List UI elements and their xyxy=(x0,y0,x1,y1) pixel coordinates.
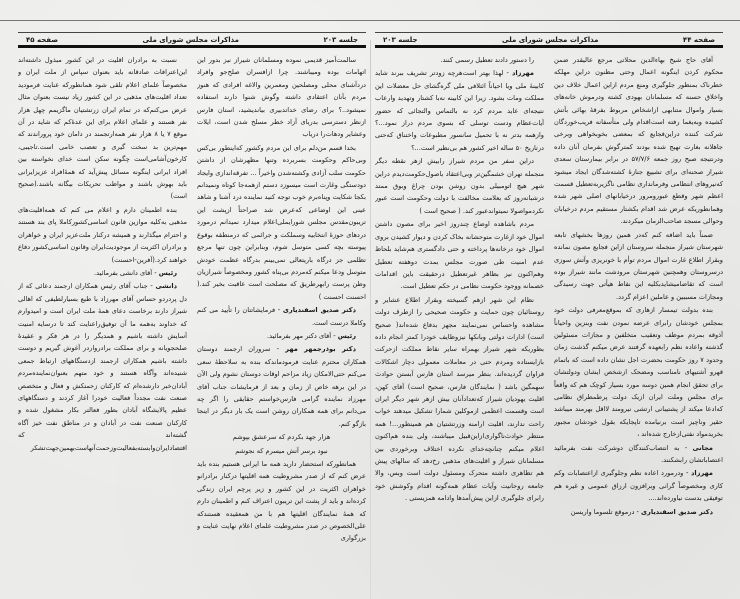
speech-text: - فرمایشاتتان را تأیید می کنم وکاملا درست است. xyxy=(197,306,366,327)
speech-text: - ودرمورد اعاده نظم وجلوگیری ازاعتصابات وکم کاری ومخصوصاً گرانی وبرافزون ارزاق عمومی و غیره هم توفیقی بدست نیاورده‌اند.... xyxy=(554,469,723,503)
column-left xyxy=(18,54,187,574)
speech-text: - به انتصاب‌کنندگان دوشرکت نفت بفرمائید اعتصاباتشان رابشکنند. xyxy=(554,443,723,464)
speaker-name: رئیس xyxy=(337,331,356,340)
left-page xyxy=(18,30,366,590)
body-paragraph: بنده اطمینان دارم و اعلام می کنم که همه‌اقلیت‌های مذهبی به‌کلیه موازین قانون اساسی‌کشورکاملا پای بند هستند و احترام میگذارند و همیشه درکنار ملت‌عزیز ایران و خواهران و برادران اکثریت از موجودیت‌ایران وقانون اساسی‌کشور دفاع خواهند کرد.(آفرین-احسنت) xyxy=(18,205,187,264)
body-paragraph: بخدا قسم من‌دلم برای این مردم وکشور که‌اینطور بی‌کس وبی‌حاکم وحکومت بسربرده وتنها مظهرشان از داشتن حکومت سلب آزادی وکشته‌شدن واخیراً ... تفرقه‌اندازی وایجاد دودستگی وغارت است میسوزد دستم ازهمه‌جا کوتاه ونمیدانم بکجا شکایت وپناه‌برم خوب توجه کنید نماینده درد آشنا و شاهد عینی این اوضاعی که‌عرض شد صراحتاً ازپشت این تریبون‌مقدس مجلس شورایملی‌اعلام میدارد نمیدانم درمورد دردهای حوزهٔ انتخابیه وسملکت و جرائمی که درمنطقه بوقوع پیوسته بچه کسی متوسل شوم، وبنابراین چون تنها مرجع تظلمی جز درگاه باریتعالی نمی‌بینم بدرگاه عظمت خودش متوسل ودعا میکنم که‌مردم بی‌پناه کشور ومخصوصاً شیرازیان وطن پرست رابهرطریق که مصلحت است عاقبت بخیر کند.( احسنت احسنت ) xyxy=(197,143,366,301)
session-label: جلسه ۲۰۳ xyxy=(383,36,418,44)
speaker-paragraph xyxy=(197,330,366,342)
body-paragraph: مردم باشاهده اوضاع چندروز اخیر برای مصون داشتن اموال خود ازغارت متوحشانه بخاک کردن و دیوار کشیدن بروی اموال خود درخانه‌ها پرداخته و حتی دادگستری هم‌شاید بلحاظ عدم امنیت طی صورت مجلس بمدت دوهفته تعطیل وهم‌اکنون نیز بظاهر غیرتعطیل درحقیقت باین اقدامات خصمانه ووجود حکومت نظامی در حکم تعطیل است. xyxy=(375,220,544,291)
body-paragraph: سالمت‌آمیز قدیمی نموده ومسلمانان شیراز نیز بدور این اتهامات بوده ومیباشند. چرا ازافسران صلح‌جو وافراد دردآشنای محلی ومصلحین ومعمرین والاغه افرادی که هنوز مردم بآنان اعتقادی داشته وگوش شنوا دارند استفاده نمیشود..؟ برای رضای خداتدبیری بیاندیشید، استان فارس ازنظر دسترسی بدریای آزاد خطر مسلح شدن است، ایلات وعشایر ودهات‌را دریاب xyxy=(197,56,366,139)
speaker-paragraph xyxy=(554,467,723,504)
publication-title: مذاکرات مجلس شورای ملی xyxy=(142,36,239,44)
speaker-paragraph xyxy=(554,506,723,518)
verse-line: نبود برسر آتش میسرم که نجوشم xyxy=(235,446,328,455)
speaker-name: دکتر صدیق اسفندیاری xyxy=(641,507,713,516)
speaker-name: دکتر صدیق اسفندیاری xyxy=(282,306,356,315)
body-paragraph: آقای حاج شیخ بهاءالدین محلاتی مرجع عالیقدر ضمن محکوم کردن اینگونه اعمال وحتی مظنون دراین مهلکه خطرناک بمنظور جلوگیری ومنع مردم ازاین اعمال خلاف دین واخلاق حسنه که مسلمانان بهودی کشته ودرموش خانه‌های بسیار واموال متنابهی ازاشخاص مربوط بفرقهٔ بهائی بآتش کشیده وبه‌یغما رفته است‌اقدام ولی متأسفانه فریب‌خوردگان شرکت کننده دراین‌فجایع که بمعضی بخوبخواهی وبرخی جاهلانه بغارت تهیج شده بودند کمترگوش بفرمان آنان داده ودرنتیجه صبح روز جمعه ۵۷/۷/۶ در برابر بیمارستان سعدی شیراز صحنه‌ای برای تشییع جنازهٔ کشته‌شدگان ایجاد میشود که‌نیروهای انتظامی وفرمانداری نظامی ناگزیربه‌تعطیل قسمت اعظم شهر وقطع عبورومرور درخیابانهای اصلی شهر شده وهمانطوریکه عرض شد اقدام بکشتار مستقیم مردم درخیابان وحوالی مسجد صاحب‌الزمان میکردند. xyxy=(554,56,723,226)
speaker-name: دکتر بوذرجمهر مهر xyxy=(285,345,356,354)
speaker-paragraph xyxy=(18,267,187,279)
speech-text: - جناب آقای رئیس همکاران ارجمند دعائی که از دل پردردو حساس آقای مهرزاد با طبع بسیارلطیفی که اهالی شیراز دارند برخاست دعای همهٔ ملت ایران است و امیدوارم که خداوند به‌همه ما آن توفیق‌راعنایت کند تا درسایه امنیت آسایش داشته باشیم و همدیگر را در هر فکر و عقیدهٔ صلحجویانه و برای مملکت برادرواردر آغوش گیریم و دوست داشته باشیم همکاران ارجمند ازدستگاههای ارتباط جمعی شنیده‌اند وآگاه هستند و خود متهم بعنوان‌نماینده‌مردم آبادان‌خبر دارشده‌ام که کارکنان زحمتکش و فعال و متخصص صنعت نفت مجدداً فعالیت خودرا آغاز کردند و دستگاههای عظیم پالایشگاه آبادان بطور فعالتر بکار مشغول شده و کارکنان صنعت نفت در آبادان و در مناطق نفت خیز آگاه گشته‌اند که اقتصاد‌ایران‌وابسته‌بفعالیت‌وزحمت‌آنهاست‌بهمین‌جهت‌تشکر xyxy=(18,282,187,452)
speech-text: - لهذا بهتر است‌هرچه زودتر تشریف ببرند شاید کابینهٔ ملی ویا احیاناً ائتلافی ملی گره‌گشای حل معضلات این مملکت ومات بشود. زیرا این کابینه نه‌با کشتار وتهدید وارعاب نتیجه‌ای عاید مردم کرد نه بالتماس والتجائی که حضور آیات‌عظام ودست توسلی که بسوی مردم دراز نمود...؟ وازهمه بدتر نه با تحمیل سانسور مطبوعات واختناق که‌حتی درتاریخ ۵۰ ساله اخیر کشور هم بی‌نظیر است...؟ xyxy=(375,69,544,152)
column-right xyxy=(554,54,723,574)
speaker-paragraph xyxy=(197,343,366,430)
column-right xyxy=(197,54,366,574)
speaker-name: مجانی xyxy=(692,443,713,452)
speaker-paragraph xyxy=(18,280,187,454)
speaker-paragraph xyxy=(197,304,366,329)
speaker-paragraph xyxy=(375,67,544,154)
page-fold xyxy=(370,40,371,599)
speaker-paragraph xyxy=(554,442,723,467)
speaker-name: دانشی xyxy=(155,282,177,291)
right-page-header xyxy=(375,30,723,48)
session-label: جلسه ۲۰۳ xyxy=(323,36,358,44)
speaker-name: مهرزاد xyxy=(691,469,713,478)
speech-text: - درموقع تلسوما واریسن xyxy=(570,507,639,516)
body-paragraph: همانطورکه استحضار دارید همه ما ایرانی هستیم بنده باید عرض کنم که از صدر مشروطیت همه اقلیتها درکنار برادرانو خواهران اکثریت در این کشور و زیر پرچم ایران زندگی کرده‌اند و باید از پشت این تریبون اعتراف کنم و اطمینان دارم که همهٔ نمایندگان اقلیتها هم با من همعقیده هستندکه علی‌الخصوص در صدر مشروطیت علمای اعلام نهایت عنایت و بزرگواری xyxy=(197,460,366,543)
verse-line: هزار جهد بکردم که سرعشق بپوشم xyxy=(232,433,331,442)
top-rule xyxy=(0,20,740,21)
publication-title: مذاکرات مجلس شورای ملی xyxy=(502,36,599,44)
column-left xyxy=(375,54,544,574)
body-paragraph: دراین سفر من مردم شیراز رابیش ازهر نقطه دیگر منجمله تهران خشمگین‌تر وبی‌اعتقاد باصول‌حکومت‌دیدم دراین شهر هیچ اتومبیلی بدون روشن بودن چراغ وبوق ممتد درشبانه‌روز که بعلامت مخالفت با دولت وحکومت است عبور نکردمواصولا نمیتواند‌عبور کند. ( صحیح است ) xyxy=(375,157,544,215)
left-page-header xyxy=(18,30,366,48)
speech-text: - آقای دکتر مهر بفرمائید. xyxy=(267,331,336,340)
page-label: صفحه ۴۵ xyxy=(26,36,59,44)
right-page-columns xyxy=(375,54,723,574)
body-paragraph: نسبت به برادران اقلیت در این کشور مبذول داشته‌اند این‌اعترافات صادقانه باید بعنوان سپاس از ملت ایران و مخصوصاً علمای اعلام تلقی شود همانطورکه عنایت فرمودید تعداد اقلیت‌های مذهبی در این کشور زیاد نیست بعنوان مثال عرض می‌کنم‌که در تمام ایران زرتشتیان ماگزیمم چهل هزار نفر هستند و علمای اعلام برای این عدهٔ‌کم که شاید در آن موقع ۷ یا ۸ هزار نفر همه‌ارتجمند در دامان خود پروراندند که مهم‌ترین بد سخت گیری و تعصب خامی است.تاجیبی، کارخون‌آشامی‌است چگونه سکن است خدای نخواسته بین افراد ایرانی اینگونه مسائل پیش‌آید که همهٔ‌افراد عزیزایرانی باید بهوش باشند و مواظب تحریکات بیگانه باشند.(صحیح است) xyxy=(18,56,187,201)
page-label: صفحه ۴۴ xyxy=(682,36,715,44)
speaker-name: رئیس xyxy=(158,268,177,277)
body-paragraph: نظام این شهر ازهم گسیخته وبقرار اطلاع عشایر و روستائیان چون حمایت و حکومت صحیحی را ازطرف دولت مشاهده واحساس نمی‌نمایند مجهز بدفاع شده‌اند( صحیح است) ادارات دولتی وبانکها نیزوظایف خودرا کمتر انجام داده بطوریکه شهر شیراز بهمراه سایر نقاط مملکت ازحرکت بازایستاده ومردم حتی در معاملات معمولی دچار اشکالات فراوان گردیده‌اند. بنظر میرسد استان فارس آبستن حوادث سهمگین باشد ( نمایندگان فارس، صحیح است) آقای کهن، اقلیت یهودیان شیراز که‌تعدادآنان بیش ازهر شهر دیگر ایران است وقسمت اعظمی ازموکلین شمارا تشکیل میدهند خواب راحت ندارند، اقلیت ارامنه وزرتشتیان هم همینطور...! همه منتظر حوادث‌ناگواری‌ازاین‌قبیل میباشند، ولی بنده هم‌اکنون اعلام میکنم چنانچه‌خدای نکرده اختلاف وبرخوردی بین مسلمانان شیراز و اقلیت‌های مذهبی رخ‌دهد که سالهای پیش هم تظاهری داشته متحرک ومسئول دولت است وبس، والا جامعه روحانیت وآیات عظام همه‌گونه اقدام وکوشش خود رابرای جلوگیری ازاین پیش‌آمدها وادامه همزیستی . xyxy=(375,295,544,503)
speech-text: - سروران ارجمند دوستان همکاران محترم عنایت فرمودماندکه بنده به سلاحظهٔ سعی می‌کنم حتی‌الامکان زیاد مزاحم اوقات دوستان نشوم ولی الآن در این برهه خاص از زمان و بعد از فرمایشات جناب آقای مهرزاد نماینده گرامی فارس‌خواستم حقایقی را اگر چه می‌دانم برای همه همکاران روشن است یک بار دیگر در اینجا بازگو کنم. xyxy=(197,345,366,428)
body-paragraph: ضمناً باید اضافه کنم کەدر همین روزها بخشهای تابعه شهرستان شیراز منجمله سروستان ازاین فجایع مصون نمانده وبقرار اطلاع غارت اموال مردم توأم با خونریزی وآتش سوزی درسروستان وهمچنین شهرستان مرودشت مانند شیراز بوده است که تقاضامیشاید‌بکلیه این نقاط هیأتی جهت رسیدگی ومجازات مسببین و عاملین اعزام گردد. xyxy=(554,230,723,301)
left-page-columns xyxy=(18,54,366,574)
body-paragraph: را دستور دادند تعطیل رسمی کنند. xyxy=(440,56,534,64)
right-page xyxy=(375,30,723,590)
speech-text: - آقای دانشی بفرمائید. xyxy=(94,268,157,277)
speaker-name: مهرزاد xyxy=(512,69,534,78)
body-paragraph: بنده بدولت تیمسار ازهاری که بموقع‌معرفی دولت خود بمجلس خودشان رابرای عرضه نمودن نفت وبنزین واحیاناً آذوقه بمردم موظف وتعقیب متخلفین و مجازات مسئولین گذشته واعاده نظم رابعهده گرفتند عرض میکنم گذشت زمان وحدود ۷ روز حکومت بحضرت اجل نشان داده است که باتمام قهرو آشتیهای نامناسب ومضحک ازشخص ایشان ودولتشان برای تحقق انجام همین دوسه مورد بسیار کوچک هم که واقعاً برای مجلس وملت ایران ازیک دولت پرطمطراق نظامی که‌ادعا میکند از پشتیبانی ارتشی نیرومند لااقل بهرمند میباشد حقیر وناچیز است برنیامده تاپجایکه بقول خودشان مجبور بخریدمواد نفتی‌ازخارج شده‌اند ، xyxy=(554,306,723,439)
